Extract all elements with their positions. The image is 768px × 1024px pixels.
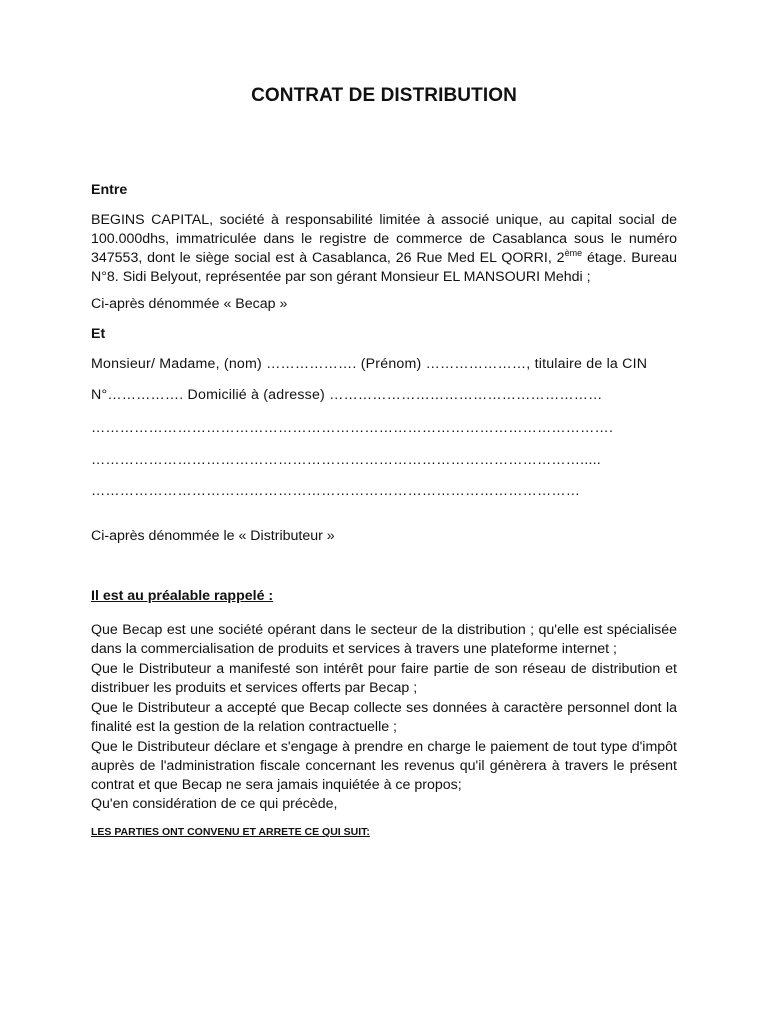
- recital-4: Que le Distributeur déclare et s'engage à prendre en charge le paiement de tout type d'impôt auprès de l'administration fiscale concernant les revenus qu'il génèrera à travers le présent contrat et que Becap ne sera jamais inquiétée à ce propos;: [91, 739, 677, 793]
- party2-line-5: …………………………………………………………………………………………: [91, 483, 581, 499]
- party2-line-4: ………………………………………………………………………………………….....: [91, 452, 601, 468]
- and-label: Et: [91, 326, 106, 342]
- between-label: Entre: [91, 182, 128, 198]
- recital-2: Que le Distributeur a manifesté son intérêt pour faire partie de son réseau de distribution et distribuer les produits et services offerts par Becap ;: [91, 661, 677, 696]
- document-title: CONTRAT DE DISTRIBUTION: [251, 85, 517, 106]
- party2-line-2: N°……………. Domicilié à (adresse) …………………………………………………: [91, 387, 603, 403]
- party2-line-1: Monsieur/ Madame, (nom) ………………. (Prénom) …………………, titulaire de la CIN: [91, 356, 648, 372]
- party2-line-3: ……………………………………………………………………………………………….: [91, 420, 614, 436]
- recital-5: Qu'en considération de ce qui précède,: [91, 796, 338, 812]
- preamble-heading: Il est au préalable rappelé :: [91, 588, 274, 604]
- party2-alias: Ci-après dénommée le « Distributeur »: [91, 528, 335, 544]
- recital-3: Que le Distributeur a accepté que Becap collecte ses données à caractère personnel dont la finalité est la gestion de la relation contractuelle ;: [91, 700, 677, 735]
- party1-description: [91, 211, 677, 287]
- party1-alias: Ci-après dénommée « Becap »: [91, 296, 288, 312]
- party1-text-b: étage. Bureau N°8. Sidi Belyout, représentée par son gérant Monsieur EL MANSOURI Mehdi ;: [91, 250, 677, 285]
- party1-text-a: BEGINS CAPITAL, société à responsabilité limitée à associé unique, au capital social de 100.000dhs, immatriculée dans le registre de commerce de Casablanca sous le numéro 347553, dont le siège social est à Casablanca, 26 Rue Med EL QORRI, 2: [91, 212, 677, 266]
- recital-1: Que Becap est une société opérant dans le secteur de la distribution ; qu'elle est spécialisée dans la commercialisation de produits et services à travers une plateforme internet ;: [91, 622, 677, 657]
- floor-superscript: ème: [564, 248, 583, 258]
- agreement-heading: LES PARTIES ONT CONVENU ET ARRETE CE QUI SUIT:: [91, 826, 370, 838]
